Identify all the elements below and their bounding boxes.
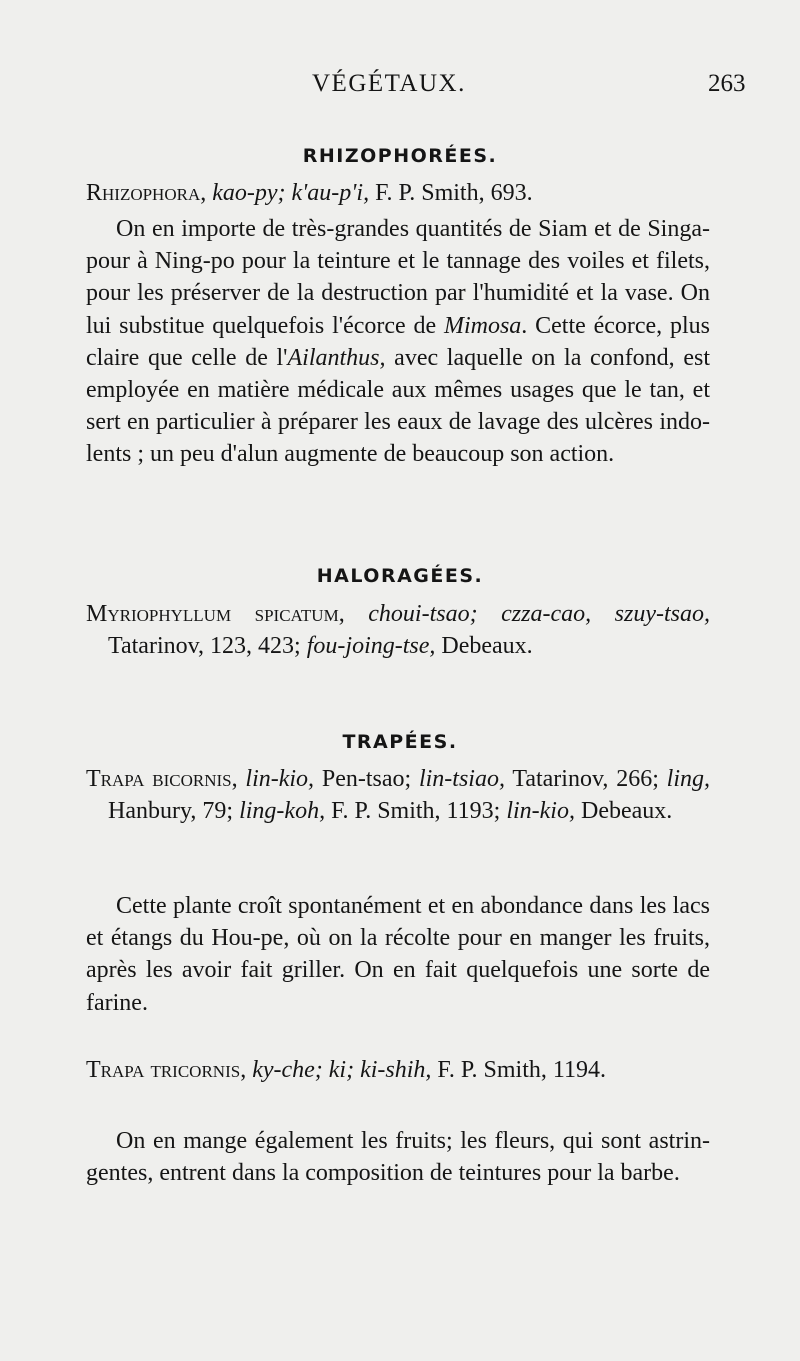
- section-heading-rhizophorees: RHIZOPHORÉES.: [302, 145, 498, 167]
- chinese-name: ling,: [666, 766, 710, 792]
- running-title: VÉGÉTAUX.: [312, 70, 466, 97]
- chinese-name: lin-kio,: [245, 766, 315, 792]
- separator: ,: [240, 1057, 253, 1083]
- species-name: Myriophyllum spicatum: [86, 601, 339, 627]
- chinese-names: choui-tsao; czza-cao, szuy-tsao,: [368, 601, 710, 627]
- reference: Debeaux.: [574, 798, 673, 825]
- section-heading-halorageees: HALORAGÉES.: [316, 565, 484, 587]
- reference: F. P. Smith, 1193;: [325, 798, 507, 825]
- reference: F. P. Smith, 1194.: [431, 1057, 606, 1083]
- reference: Tatarinov, 123, 423;: [108, 633, 307, 660]
- entry-myriophyllum: [86, 598, 710, 662]
- separator: ,: [231, 766, 246, 792]
- chinese-names: fou-joing-tse,: [306, 633, 436, 660]
- paragraph-text: avec laquelle on la confond, est employée en matière médicale aux mêmes usages que le tan, et sert en particulier à préparer les eaux de lavage des ulcères indo-lents ; un peu d'alun augmente de beaucoup son action.: [86, 344, 710, 468]
- paragraph-text: On en importe de très-grandes quantités de Siam et de Singa-pour à Ning-po pour la teinture et le tannage des voiles et filets, pour les préserver de la destruction par l'humidité et la vase. On lui substitue quelquefois l'écorce de: [86, 216, 710, 339]
- genus-name: Trapa: [86, 766, 145, 792]
- paragraph-trapa-bicornis: Cette plante croît spontanément et en abondance dans les lacs et étangs du Hou-pe, où on la récolte pour en manger les fruits, après les avoir fait griller. On en fait quelquefois une sorte de farine.: [86, 893, 710, 1016]
- chinese-name: lin-kio,: [506, 798, 575, 825]
- entry-trapa-bicornis: [86, 763, 710, 827]
- chinese-name: ling-koh,: [239, 798, 326, 825]
- species-epithet: tricornis: [150, 1057, 241, 1083]
- entry-trapa-tricornis: [86, 1054, 710, 1086]
- chinese-names: kao-py; k'au-p'i,: [212, 180, 370, 206]
- paragraph-rhizophora: [86, 213, 710, 471]
- italic-term-ailanthus: Ailanthus,: [287, 344, 386, 371]
- separator: ,: [338, 601, 369, 627]
- paragraph-text: . Cette écorce, plus claire que celle de l': [86, 312, 710, 371]
- species-epithet: bicornis: [152, 766, 232, 792]
- page-number: 263: [708, 70, 746, 97]
- species-name: Rhizophora: [86, 180, 201, 206]
- reference: Pen-tsao;: [314, 766, 419, 792]
- separator: ,: [200, 180, 213, 206]
- section-heading-trapees: TRAPÉES.: [342, 731, 458, 753]
- italic-term-mimosa: Mimosa: [443, 312, 522, 339]
- page-header: [0, 70, 800, 104]
- chinese-names: ky-che; ki; ki-shih,: [252, 1057, 432, 1083]
- reference: Hanbury, 79;: [108, 798, 240, 825]
- chinese-name: lin-tsiao,: [418, 766, 505, 792]
- reference: Debeaux.: [435, 633, 533, 660]
- reference: F. P. Smith, 693.: [369, 180, 533, 206]
- entry-rhizophora: [86, 177, 710, 209]
- reference: Tatarinov, 266;: [504, 766, 667, 792]
- genus-name: Trapa: [86, 1057, 145, 1083]
- paragraph-trapa-tricornis: On en mange également les fruits; les fleurs, qui sont astrin-gentes, entrent dans la composition de teintures pour la barbe.: [86, 1128, 710, 1187]
